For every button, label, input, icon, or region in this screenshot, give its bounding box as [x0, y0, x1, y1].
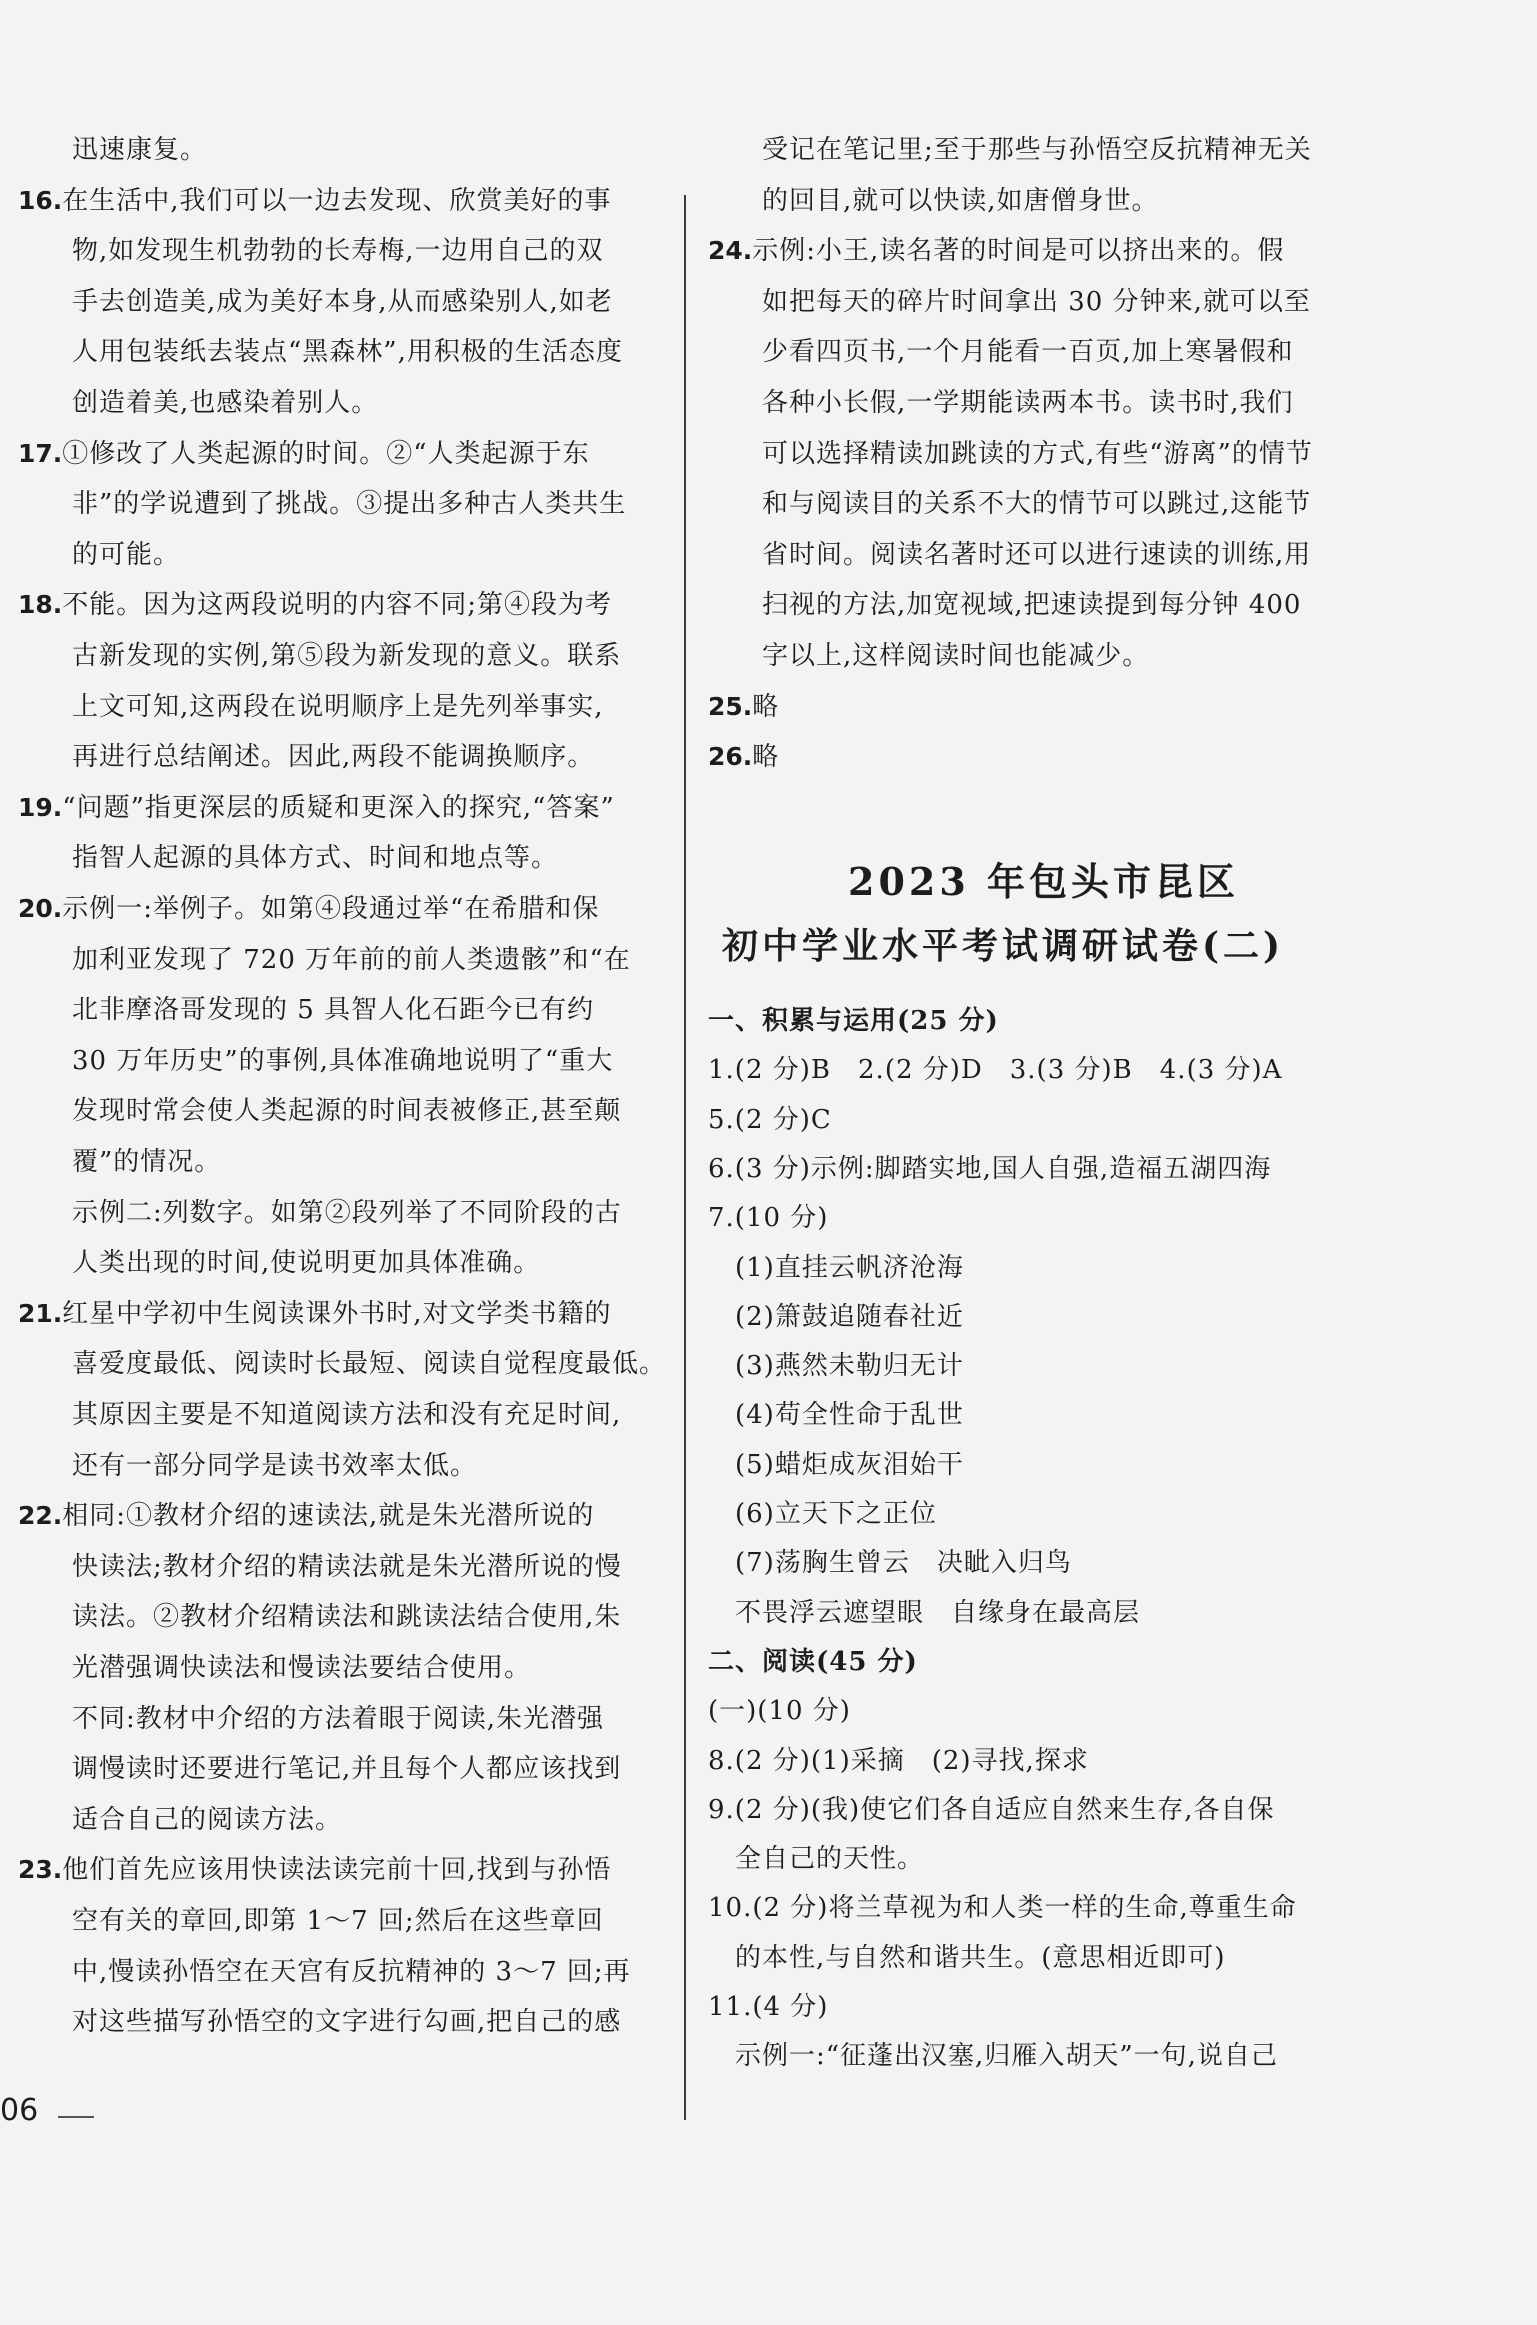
- answer-text: 适合自己的阅读方法。: [72, 1804, 343, 1835]
- question-number: 26.: [708, 742, 753, 772]
- text-line: [708, 1744, 1089, 1778]
- exam-title-line2: 初中学业水平考试调研试卷(二): [722, 925, 1285, 967]
- section-heading: 二、阅读(45 分): [708, 1646, 918, 1677]
- answer-text: 示例一:举例子。如第④段通过举“在希腊和保: [62, 894, 600, 924]
- text-line: [72, 1246, 540, 1280]
- question-number: 21.: [18, 1298, 63, 1328]
- question-number: 17.: [18, 438, 63, 468]
- page-number-dash: [58, 2116, 94, 2118]
- answer-text: 和与阅读目的关系不大的情节可以跳过,这能节: [762, 489, 1312, 520]
- answer-text: “问题”指更深层的质疑和更深入的探究,“答案”: [62, 792, 615, 823]
- text-line: [762, 386, 1294, 420]
- answer-text: 不同:教材中介绍的方法着眼于阅读,朱光潜强: [72, 1703, 605, 1734]
- question-number: 18.: [18, 590, 63, 620]
- text-line: [72, 1347, 666, 1381]
- text-line: [708, 1941, 1226, 1975]
- text-line: [708, 1645, 918, 1679]
- answer-text: 快读法;教材介绍的精读法就是朱光潜所说的慢: [72, 1551, 622, 1582]
- answer-text: 红星中学初中生阅读课外书时,对文学类书籍的: [62, 1298, 612, 1329]
- text-line: [762, 184, 1159, 218]
- answer-text: 的回目,就可以快读,如唐僧身世。: [762, 185, 1159, 216]
- answer-text: (6)立天下之正位: [708, 1499, 937, 1529]
- answer-text: 字以上,这样阅读时间也能减少。: [762, 641, 1150, 671]
- text-line: [708, 1300, 964, 1334]
- answer-text: (7)荡胸生曾云 决眦入归鸟: [708, 1548, 1072, 1579]
- answer-text: 他们首先应该用快读法读完前十回,找到与孙悟: [62, 1855, 612, 1886]
- question-number: 20.: [18, 894, 63, 923]
- text-line: [18, 1499, 594, 1533]
- answer-text: (2)箫鼓追随春社近: [708, 1301, 964, 1332]
- question-number: 16.: [18, 185, 63, 215]
- text-line: [708, 1596, 1140, 1630]
- text-line: [72, 1651, 531, 1685]
- question-number: 24.: [708, 236, 753, 266]
- text-line: [72, 285, 613, 319]
- answer-text: 示例:小王,读名著的时间是可以挤出来的。假: [752, 236, 1285, 267]
- answer-text: 少看四页书,一个月能看一百页,加上寒暑假和: [762, 337, 1294, 368]
- text-line: [18, 791, 615, 825]
- question-number: 19.: [18, 792, 63, 822]
- answer-text: 的可能。: [72, 539, 181, 570]
- answer-text: 人类出现的时间,使说明更加具体准确。: [72, 1248, 541, 1279]
- question-number: 22.: [18, 1501, 63, 1531]
- text-line: [18, 1853, 612, 1887]
- text-line: [72, 335, 623, 369]
- answer-text: 创造着美,也感染着别人。: [72, 388, 379, 418]
- text-line: [762, 437, 1313, 471]
- answer-text: 指智人起源的具体方式、时间和地点等。: [72, 843, 559, 874]
- text-line: [18, 892, 599, 926]
- answer-text: 30 万年历史”的事例,具体准确地说明了“重大: [72, 1045, 614, 1076]
- answer-text: (5)蜡炬成灰泪始干: [708, 1449, 964, 1480]
- text-line: [762, 588, 1301, 622]
- answer-text: 发现时常会使人类起源的时间表被修正,甚至颠: [72, 1096, 622, 1127]
- text-line: [762, 285, 1311, 319]
- text-line: [72, 1044, 613, 1078]
- text-line: [708, 740, 779, 774]
- question-number: 23.: [18, 1855, 63, 1885]
- text-line: [762, 538, 1311, 572]
- text-line: [708, 1251, 964, 1285]
- text-line: [708, 1497, 937, 1531]
- answer-text: 示例二:列数字。如第②段列举了不同阶段的古: [72, 1197, 622, 1228]
- text-line: [72, 1702, 604, 1736]
- answer-text: 再进行总结阐述。因此,两段不能调换顺序。: [72, 742, 595, 773]
- text-line: [72, 1196, 622, 1230]
- answer-text: (一)(10 分): [708, 1696, 851, 1727]
- text-line: [72, 487, 626, 521]
- text-line: [72, 841, 558, 875]
- text-line: [72, 1904, 604, 1938]
- answer-text: 6.(3 分)示例:脚踏实地,国人自强,造福五湖四海: [708, 1153, 1272, 1184]
- text-line: [18, 588, 612, 622]
- text-line: [72, 1955, 631, 1989]
- answer-text: (4)苟全性命于乱世: [708, 1400, 964, 1431]
- text-line: [708, 1103, 832, 1137]
- exam-title-line1: 2023 年包头市昆区: [848, 859, 1239, 904]
- section-heading: 一、积累与运用(25 分): [708, 1006, 999, 1036]
- text-line: [18, 437, 590, 471]
- text-line: [708, 2039, 1278, 2073]
- answer-text: 示例一:“征蓬出汉塞,归雁入胡天”一句,说自己: [708, 2041, 1278, 2072]
- text-line: [72, 133, 207, 167]
- answer-text: 人用包装纸去装点“黑森林”,用积极的生活态度: [72, 337, 623, 368]
- answer-text: 迅速康复。: [72, 135, 208, 165]
- answer-text: 北非摩洛哥发现的 5 具智人化石距今已有约: [72, 995, 595, 1026]
- answer-text: 还有一部分同学是读书效率太低。: [72, 1450, 478, 1481]
- text-line: [72, 234, 604, 268]
- text-line: [762, 639, 1149, 673]
- answer-text: 受记在笔记里;至于那些与孙悟空反抗精神无关: [762, 135, 1312, 165]
- text-line: [72, 1550, 622, 1584]
- text-line: [72, 1094, 621, 1128]
- text-line: [708, 1842, 924, 1876]
- answer-text: 9.(2 分)(我)使它们各自适应自然来生存,各自保: [708, 1794, 1275, 1825]
- text-line: [72, 1145, 221, 1179]
- answer-text: 8.(2 分)(1)采摘 (2)寻找,探求: [708, 1745, 1089, 1776]
- question-number: 25.: [708, 691, 753, 721]
- page-number: 06: [0, 2093, 39, 2128]
- answer-text: 省时间。阅读名著时还可以进行速读的训练,用: [762, 539, 1312, 570]
- answer-text: 调慢读时还要进行笔记,并且每个人都应该找到: [72, 1754, 622, 1785]
- text-line: [72, 740, 594, 774]
- answer-text: 其原因主要是不知道阅读方法和没有充足时间,: [72, 1400, 622, 1430]
- answer-text: 读法。②教材介绍精读法和跳读法结合使用,朱: [72, 1602, 622, 1633]
- text-line: [72, 386, 378, 420]
- answer-text: ①修改了人类起源的时间。②“人类起源于东: [62, 438, 590, 469]
- text-line: [708, 1891, 1297, 1925]
- text-line: [762, 487, 1311, 521]
- answer-text: 空有关的章回,即第 1～7 回;然后在这些章回: [72, 1906, 604, 1936]
- answer-text: 光潜强调快读法和慢读法要结合使用。: [72, 1653, 532, 1683]
- text-line: [72, 2005, 621, 2039]
- text-line: [708, 1990, 828, 2024]
- text-line: [72, 1449, 477, 1483]
- text-line: [708, 1546, 1072, 1580]
- answer-text: 5.(2 分)C: [708, 1104, 832, 1135]
- answer-text: 全自己的天性。: [708, 1844, 925, 1875]
- text-line: [762, 133, 1312, 167]
- answer-text: (1)直挂云帆济沧海: [708, 1252, 964, 1283]
- answer-text: 不畏浮云遮望眼 自缘身在最高层: [708, 1597, 1141, 1628]
- answer-text: 10.(2 分)将兰草视为和人类一样的生命,尊重生命: [708, 1893, 1297, 1924]
- text-line: [72, 1803, 342, 1837]
- text-line: [762, 335, 1294, 369]
- answer-text: 非”的学说遭到了挑战。③提出多种古人类共生: [72, 489, 627, 520]
- answer-text: 略: [752, 742, 780, 773]
- text-line: [72, 1600, 621, 1634]
- text-line: [72, 538, 180, 572]
- answer-text: 1.(2 分)B 2.(2 分)D 3.(3 分)B 4.(3 分)A: [708, 1055, 1283, 1086]
- answer-text: 7.(10 分): [708, 1203, 829, 1234]
- answer-text: 扫视的方法,加宽视域,把速读提到每分钟 400: [762, 590, 1302, 621]
- answer-text: 各种小长假,一学期能读两本书。读书时,我们: [762, 388, 1294, 418]
- text-line: [72, 639, 621, 673]
- text-line: [708, 1004, 999, 1038]
- answer-text: 的本性,与自然和谐共生。(意思相近即可): [708, 1942, 1226, 1973]
- answer-text: 加利亚发现了 720 万年前的前人类遗骸”和“在: [72, 944, 631, 975]
- answer-text: 喜爱度最低、阅读时长最短、阅读自觉程度最低。: [72, 1349, 667, 1380]
- text-line: [708, 1201, 828, 1235]
- answer-text: 相同:①教材介绍的速读法,就是朱光潜所说的: [62, 1501, 595, 1532]
- text-line: [708, 1152, 1271, 1186]
- text-line: [18, 1297, 612, 1331]
- answer-text: 中,慢读孙悟空在天宫有反抗精神的 3～7 回;再: [72, 1956, 631, 1987]
- column-divider: [684, 195, 686, 2120]
- text-line: [72, 943, 631, 977]
- text-line: [708, 1398, 964, 1432]
- answer-text: 对这些描写孙悟空的文字进行勾画,把自己的感: [72, 2007, 622, 2038]
- answer-text: 11.(4 分): [708, 1992, 829, 2022]
- text-line: [708, 1793, 1274, 1827]
- answer-text: 古新发现的实例,第⑤段为新发现的意义。联系: [72, 641, 622, 671]
- text-line: [708, 1349, 964, 1383]
- text-line: [708, 1053, 1282, 1087]
- answer-text: 物,如发现生机勃勃的长寿梅,一边用自己的双: [72, 236, 604, 267]
- text-line: [708, 234, 1284, 268]
- text-line: [18, 184, 612, 218]
- answer-text: 在生活中,我们可以一边去发现、欣赏美好的事: [62, 185, 612, 216]
- answer-text: 略: [752, 691, 780, 722]
- text-line: [72, 1398, 621, 1432]
- text-line: [72, 690, 604, 724]
- answer-text: (3)燕然未勒归无计: [708, 1351, 964, 1382]
- answer-text: 覆”的情况。: [72, 1147, 222, 1177]
- answer-text: 不能。因为这两段说明的内容不同;第④段为考: [62, 590, 613, 621]
- answer-text: 如把每天的碎片时间拿出 30 分钟来,就可以至: [762, 286, 1311, 317]
- answer-text: 手去创造美,成为美好本身,从而感染别人,如老: [72, 286, 613, 317]
- text-line: [72, 993, 594, 1027]
- text-line: [708, 690, 779, 724]
- text-line: [72, 1752, 621, 1786]
- answer-text: 可以选择精读加跳读的方式,有些“游离”的情节: [762, 438, 1313, 469]
- answer-text: 上文可知,这两段在说明顺序上是先列举事实,: [72, 691, 604, 722]
- text-line: [708, 1694, 851, 1728]
- text-line: [708, 1448, 964, 1482]
